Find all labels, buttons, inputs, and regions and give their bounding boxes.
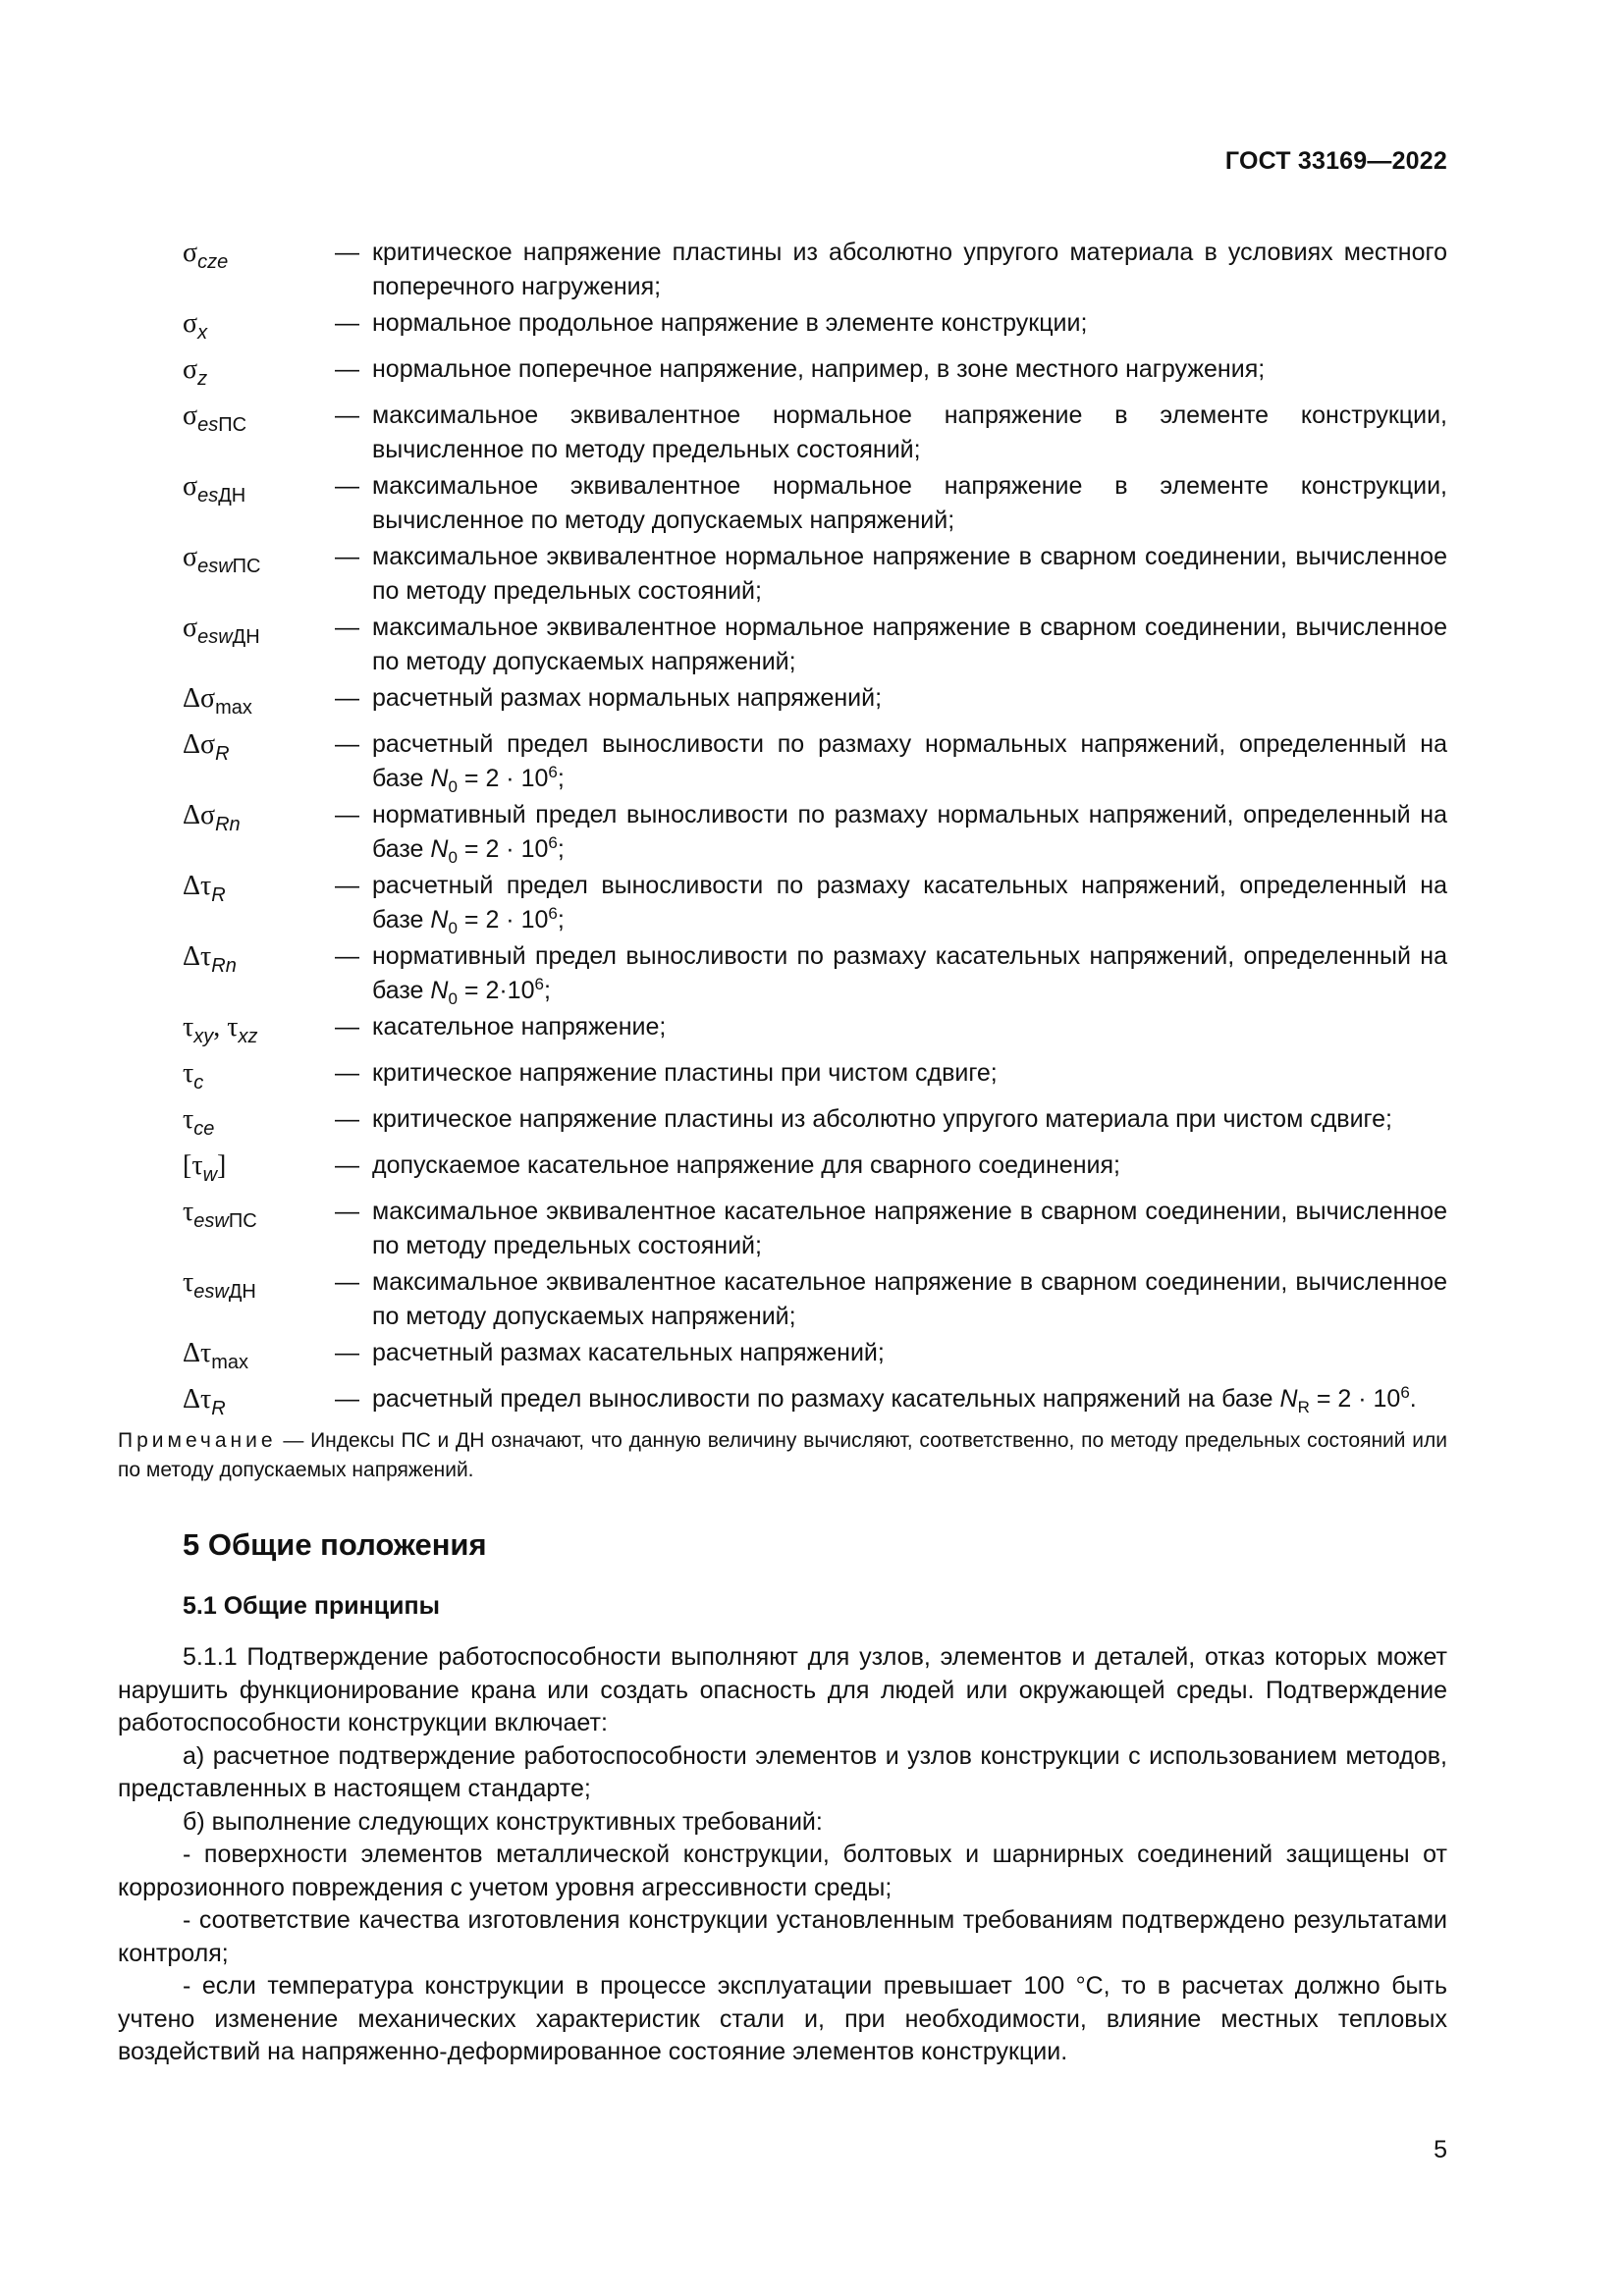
formula-value: = 2 · 10 <box>457 765 549 792</box>
definition-text <box>372 939 1447 1008</box>
symbol-subscript: ce <box>193 1118 215 1140</box>
formula-exponent: 6 <box>548 904 558 923</box>
symbol-main: σ <box>183 542 198 572</box>
formula-end: ; <box>557 835 565 863</box>
definition-dash: — <box>335 1059 359 1087</box>
definition-text <box>372 1102 1447 1147</box>
formula-subscript: 0 <box>448 919 458 937</box>
note <box>118 1426 1447 1485</box>
definition-text <box>372 306 1447 350</box>
definition-row <box>183 798 1447 867</box>
definition-text <box>372 1056 1447 1100</box>
subscript-italic-part: es <box>197 485 219 507</box>
symbol-main: Δτ <box>183 941 212 972</box>
symbol <box>183 1265 335 1334</box>
symbol <box>183 469 335 538</box>
symbol-subscript <box>197 556 260 577</box>
definition-row <box>183 611 1447 679</box>
definition-row <box>183 869 1447 937</box>
formula-end: ; <box>557 906 565 934</box>
definition-text <box>372 236 1447 304</box>
formula-value: = 2 · 10 <box>457 835 549 863</box>
formula-subscript: 0 <box>448 989 458 1008</box>
subscript-italic-part: esw <box>197 626 233 648</box>
formula-exponent: 6 <box>548 763 558 781</box>
subscript-italic-part: esw <box>197 556 233 577</box>
definition-dash: — <box>335 309 359 337</box>
symbol <box>183 611 335 679</box>
formula-exponent: 6 <box>548 833 558 852</box>
formula-value: = 2·10 <box>457 977 535 1004</box>
definition-row <box>183 236 1447 304</box>
definition-dash: — <box>335 614 359 641</box>
symbol <box>183 1336 335 1380</box>
definition-text <box>372 727 1447 796</box>
formula-value: = 2 · 10 <box>457 906 549 934</box>
definition-text <box>372 1010 1447 1054</box>
symbol-subscript: w <box>202 1164 218 1186</box>
symbol-main: σ <box>183 613 198 643</box>
paragraph: 5.1.1 Подтверждение работоспособности выполняют для узлов, элементов и деталей, отказ которых может нарушить функционирование крана или создать опасность для людей или окружающей среды. Подтверждение работоспособности конструкции включает: <box>118 1643 1447 1736</box>
definition-description: нормальное продольное напряжение в элементе конструкции; <box>372 309 1088 337</box>
symbol-main: Δσ <box>183 800 216 830</box>
paragraph: а) расчетное подтверждение работоспособности элементов и узлов конструкции с использованием методов, представленных в настоящем стандарте; <box>118 1741 1447 1802</box>
definition-text <box>372 1195 1447 1263</box>
definition-dash: — <box>335 1151 359 1179</box>
formula-variable: N <box>1279 1385 1298 1413</box>
symbol-subscript: R <box>211 1398 226 1419</box>
definition-text <box>372 1382 1447 1426</box>
symbol-main: Δσ <box>183 729 216 760</box>
symbol-subscript: R <box>211 884 226 906</box>
page-number: 5 <box>1434 2136 1447 2163</box>
definition-dash: — <box>335 1198 359 1225</box>
formula-end: . <box>1409 1385 1417 1413</box>
symbol-subscript: x <box>197 322 208 344</box>
definition-text <box>372 540 1447 609</box>
subscript-upright-part: ДН <box>232 626 260 648</box>
symbol-definitions-list <box>183 236 1447 1428</box>
symbol-subscript: R <box>215 743 230 765</box>
symbol <box>183 352 335 397</box>
symbol-main: τ <box>183 1058 194 1089</box>
section-title: 5 Общие положения <box>183 1527 487 1562</box>
symbol-subscript <box>193 1281 256 1303</box>
definition-row <box>183 727 1447 796</box>
definition-dash: — <box>335 472 359 500</box>
symbol <box>183 1195 335 1263</box>
symbol-subscript: max <box>215 697 252 719</box>
definition-dash: — <box>335 801 359 828</box>
definition-text <box>372 1265 1447 1334</box>
symbol-subscript-2: xz <box>238 1026 258 1047</box>
paragraph: б) выполнение следующих конструктивных требований: <box>183 1807 823 1836</box>
formula-variable: N <box>430 977 449 1004</box>
definition-description: максимальное эквивалентное касательное напряжение в сварном соединении, вычисленное по методу допускаемых напряжений; <box>372 1268 1447 1330</box>
definition-row <box>183 1336 1447 1380</box>
definition-description: критическое напряжение пластины из абсолютно упругого материала при чистом сдвиге; <box>372 1105 1392 1133</box>
definition-dash: — <box>335 355 359 383</box>
formula-end: ; <box>543 977 551 1004</box>
symbol <box>183 399 335 467</box>
definition-dash: — <box>335 730 359 758</box>
symbol-main: σ <box>183 238 198 268</box>
definition-description: расчетный предел выносливости по размаху касательных напряжений на базе <box>372 1385 1273 1413</box>
document-header: ГОСТ 33169—2022 <box>1224 147 1447 175</box>
subsection-title: 5.1 Общие принципы <box>183 1592 440 1620</box>
definition-row <box>183 306 1447 350</box>
formula-variable: N <box>430 906 449 934</box>
symbol <box>183 727 335 796</box>
definition-text <box>372 611 1447 679</box>
formula-variable: N <box>430 765 449 792</box>
symbol <box>183 681 335 725</box>
definition-description: расчетный размах нормальных напряжений; <box>372 684 883 712</box>
symbol-main: Δτ <box>183 871 212 901</box>
symbol-subscript <box>193 1210 256 1232</box>
symbol-subscript: c <box>193 1072 204 1094</box>
definition-dash: — <box>335 1339 359 1366</box>
definition-description: расчетный размах касательных напряжений; <box>372 1339 885 1366</box>
symbol-subscript <box>197 414 246 436</box>
subscript-upright-part: ДН <box>228 1281 256 1303</box>
definition-description: максимальное эквивалентное касательное напряжение в сварном соединении, вычисленное по методу предельных состояний; <box>372 1198 1447 1259</box>
definition-text <box>372 798 1447 867</box>
formula-subscript: R <box>1297 1398 1310 1416</box>
symbol-subscript <box>197 485 245 507</box>
symbol-main: σ <box>183 308 198 339</box>
subscript-upright-part: ПС <box>218 414 247 436</box>
symbol-subscript: Rn <box>211 955 237 977</box>
subscript-upright-part: ДН <box>218 485 246 507</box>
symbol-main: τ <box>183 1197 194 1227</box>
definition-text <box>372 869 1447 937</box>
definition-row <box>183 1195 1447 1263</box>
symbol-main: τ <box>183 1104 194 1135</box>
symbol-main: [τ <box>183 1150 203 1181</box>
note-label: Примечание <box>118 1429 277 1452</box>
definition-text <box>372 681 1447 725</box>
symbol-main: Δτ <box>183 1384 212 1415</box>
symbol-main: σ <box>183 400 198 431</box>
definition-description: критическое напряжение пластины при чистом сдвиге; <box>372 1059 998 1087</box>
definition-dash: — <box>335 239 359 266</box>
symbol-subscript: Rn <box>215 814 241 835</box>
definition-row <box>183 1265 1447 1334</box>
definition-dash: — <box>335 942 359 970</box>
definition-row <box>183 1010 1447 1054</box>
definition-row <box>183 399 1447 467</box>
formula-variable: N <box>430 835 449 863</box>
definition-text <box>372 399 1447 467</box>
definition-text <box>372 1336 1447 1380</box>
definition-row <box>183 352 1447 397</box>
definition-description: максимальное эквивалентное нормальное напряжение в элементе конструкции, вычисленное по методу предельных состояний; <box>372 401 1447 463</box>
symbol-subscript: z <box>197 368 208 390</box>
formula-exponent: 6 <box>534 975 544 993</box>
definition-row <box>183 540 1447 609</box>
definition-description: максимальное эквивалентное нормальное напряжение в сварном соединении, вычисленное по методу допускаемых напряжений; <box>372 614 1447 675</box>
paragraph: - поверхности элементов металлической конструкции, болтовых и шарнирных соединений защищены от коррозионного повреждения с учетом уровня агрессивности среды; <box>118 1841 1447 1901</box>
symbol <box>183 798 335 867</box>
symbol <box>183 540 335 609</box>
definition-description: нормальное поперечное напряжение, например, в зоне местного нагружения; <box>372 355 1266 383</box>
symbol-main: τ <box>183 1012 194 1042</box>
symbol <box>183 869 335 937</box>
symbol-main: Δτ <box>183 1338 212 1368</box>
definition-text <box>372 1148 1447 1193</box>
definition-dash: — <box>335 401 359 429</box>
definition-dash: — <box>335 1385 359 1413</box>
subscript-italic-part: esw <box>193 1210 229 1232</box>
symbol-main-2: τ <box>227 1012 239 1042</box>
definition-description: нормативный предел выносливости по размаху нормальных напряжений, определенный на базе <box>372 801 1447 863</box>
symbol-main: Δσ <box>183 683 216 714</box>
formula-end: ; <box>557 765 565 792</box>
definition-description: допускаемое касательное напряжение для сварного соединения; <box>372 1151 1120 1179</box>
subscript-upright-part: ПС <box>228 1210 257 1232</box>
formula-subscript: 0 <box>448 777 458 796</box>
symbol <box>183 1148 335 1193</box>
symbol-subscript <box>197 626 260 648</box>
symbol-main: σ <box>183 354 198 385</box>
symbol-subscript: cze <box>197 251 229 273</box>
definition-dash: — <box>335 543 359 570</box>
formula-exponent: 6 <box>1400 1383 1410 1402</box>
definition-row <box>183 681 1447 725</box>
definition-description: расчетный предел выносливости по размаху касательных напряжений, определенный на базе <box>372 872 1447 934</box>
formula-subscript: 0 <box>448 848 458 867</box>
definition-description: критическое напряжение пластины из абсолютно упругого материала в условиях местного поперечного нагружения; <box>372 239 1447 300</box>
symbol <box>183 939 335 1008</box>
definition-dash: — <box>335 1013 359 1041</box>
formula-value: = 2 · 10 <box>1309 1385 1401 1413</box>
note-text: — Индексы ПС и ДН означают, что данную величину вычисляют, соответственно, по методу предельных состояний или по методу допускаемых напряжений. <box>118 1429 1447 1481</box>
symbol <box>183 306 335 350</box>
subscript-italic-part: es <box>197 414 219 436</box>
symbol-subscript: xy <box>193 1026 214 1047</box>
definition-description: касательное напряжение; <box>372 1013 667 1041</box>
symbol <box>183 1102 335 1147</box>
definition-row <box>183 1148 1447 1193</box>
symbol-bracket: ] <box>217 1150 227 1181</box>
definition-row <box>183 939 1447 1008</box>
definition-row <box>183 1056 1447 1100</box>
definition-description: нормативный предел выносливости по размаху касательных напряжений, определенный на базе <box>372 942 1447 1004</box>
body-text <box>118 1641 1447 2069</box>
definition-text <box>372 469 1447 538</box>
subscript-upright-part: ПС <box>232 556 261 577</box>
definition-dash: — <box>335 1268 359 1296</box>
paragraph: - если температура конструкции в процессе эксплуатации превышает 100 °С, то в расчетах должно быть учтено изменение механических характеристик стали и, при необходимости, влияние местных тепловых воздействий на напряженно-деформированное состояние элементов конструкции. <box>118 1972 1447 2065</box>
definition-row <box>183 469 1447 538</box>
symbol <box>183 1010 335 1054</box>
symbol-subscript: max <box>211 1352 249 1373</box>
symbol <box>183 236 335 304</box>
definition-row <box>183 1102 1447 1147</box>
definition-dash: — <box>335 1105 359 1133</box>
subscript-italic-part: esw <box>193 1281 229 1303</box>
definition-dash: — <box>335 684 359 712</box>
symbol <box>183 1056 335 1100</box>
definition-description: расчетный предел выносливости по размаху нормальных напряжений, определенный на базе <box>372 730 1447 792</box>
definition-description: максимальное эквивалентное нормальное напряжение в элементе конструкции, вычисленное по методу допускаемых напряжений; <box>372 472 1447 534</box>
symbol-separator: , <box>213 1012 228 1042</box>
definition-dash: — <box>335 872 359 899</box>
symbol-main: τ <box>183 1267 194 1298</box>
definition-description: максимальное эквивалентное нормальное напряжение в сварном соединении, вычисленное по методу предельных состояний; <box>372 543 1447 605</box>
symbol-main: σ <box>183 471 198 502</box>
definition-row <box>183 1382 1447 1426</box>
paragraph: - соответствие качества изготовления конструкции установленным требованиям подтверждено результатами контроля; <box>118 1906 1447 1967</box>
definition-text <box>372 352 1447 397</box>
symbol <box>183 1382 335 1426</box>
